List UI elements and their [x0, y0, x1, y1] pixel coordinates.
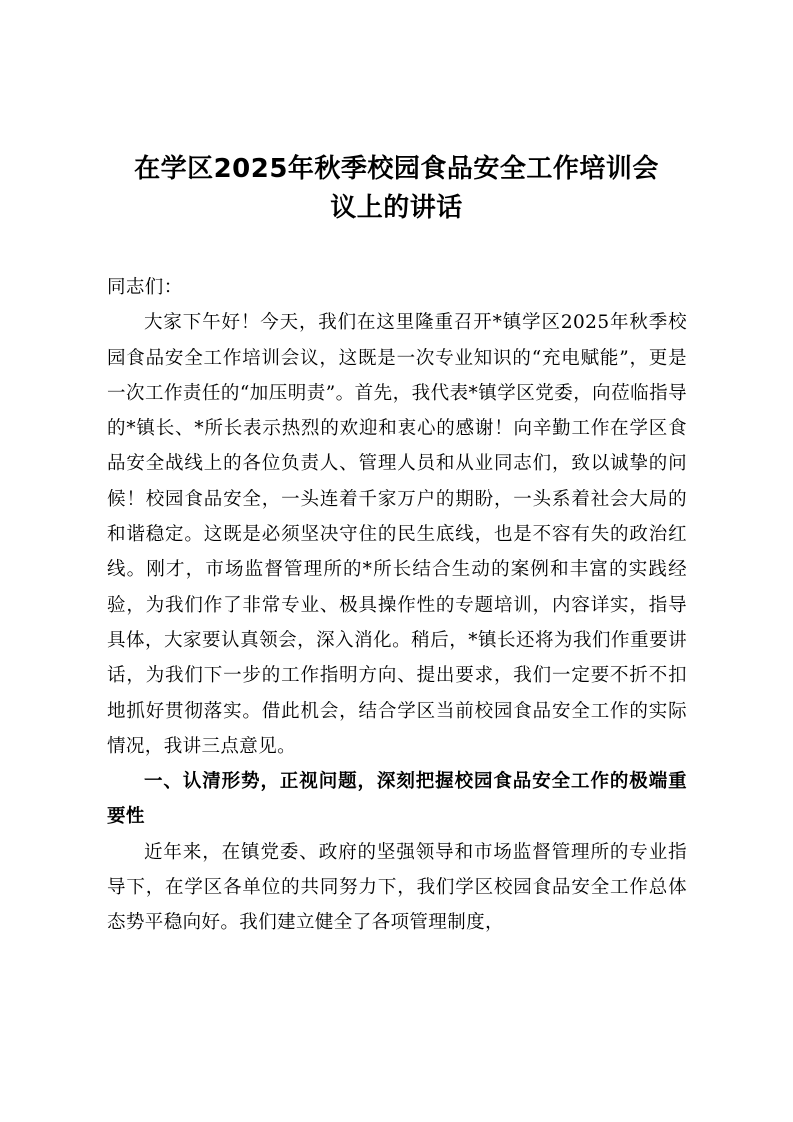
document-body	[107, 270, 687, 941]
title-line-1: 在学区2025年秋季校园食品安全工作培训会	[134, 154, 659, 184]
section-1-paragraph: 近年来，在镇党委、政府的坚强领导和市场监督管理所的专业指导下，在学区各单位的共同努力下，我们学区校园食品安全工作总体态势平稳向好。我们建立健全了各项管理制度，	[107, 841, 687, 934]
document-title	[100, 150, 693, 228]
salutation: 同志们：	[107, 277, 183, 298]
opening-paragraph: 大家下午好！今天，我们在这里隆重召开*镇学区2025年秋季校园食品安全工作培训会议，这既是一次专业知识的“充电赋能”，更是一次工作责任的“加压明责”。首先，我代表*镇学区党委，向莅临指导的*镇长、*所长表示热烈的欢迎和衷心的感谢！向辛勤工作在学区食品安全战线上的各位负责人、管理人员和从业同志们，致以诚挚的问候！校园食品安全，一头连着千家万户的期盼，一头系着社会大局的和谐稳定。这既是必须坚决守住的民生底线，也是不容有失的政治红线。刚才，市场监督管理所的*所长结合生动的案例和丰富的实践经验，为我们作了非常专业、极具操作性的专题培训，内容详实，指导具体，大家要认真领会，深入消化。稍后，*镇长还将为我们作重要讲话，为我们下一步的工作指明方向、提出要求，我们一定要不折不扣地抓好贯彻落实。借此机会，结合学区当前校园食品安全工作的实际情况，我讲三点意见。	[107, 312, 687, 757]
section-heading-1: 一、认清形势，正视问题，深刻把握校园食品安全工作的极端重要性	[107, 771, 687, 828]
title-line-2: 议上的讲话	[330, 193, 463, 223]
